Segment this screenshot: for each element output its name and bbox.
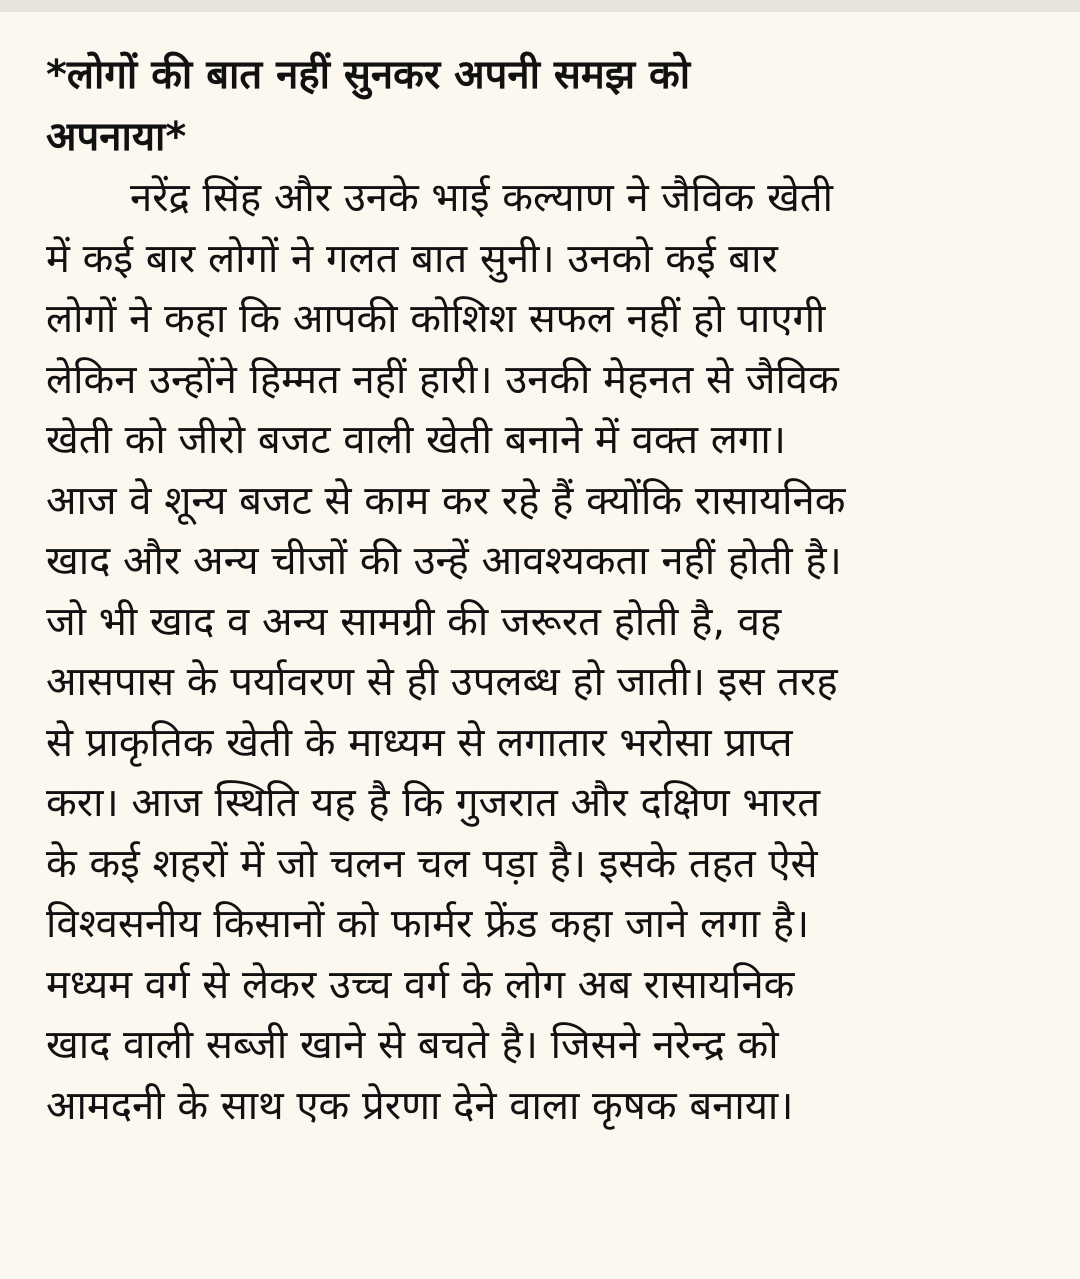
title-line: अपनाया* xyxy=(46,114,187,160)
article xyxy=(46,44,1046,1136)
body-line: नरेंद्र सिंह और उनके भाई कल्याण ने जैविक खेती xyxy=(130,175,833,221)
body-line: जो भी खाद व अन्य सामग्री की जरूरत होती है, वह xyxy=(46,598,782,645)
body-line: लेकिन उन्होंने हिम्मत नहीं हारी। उनकी मेहनत से जैविक xyxy=(46,356,839,403)
body-line: विश्वसनीय किसानों को फार्मर फ्रेंड कहा जाने लगा है। xyxy=(46,901,810,947)
article-title xyxy=(46,44,1046,168)
body-line: आमदनी के साथ एक प्रेरणा देने वाला कृषक बनाया। xyxy=(46,1082,794,1129)
body-line: के कई शहरों में जो चलन चल पड़ा है। इसके तहत ऐसे xyxy=(46,840,818,887)
body-line: खाद वाली सब्जी खाने से बचते है। जिसने नरेन्द्र को xyxy=(46,1022,779,1068)
body-line: आसपास के पर्यावरण से ही उपलब्ध हो जाती। इस तरह xyxy=(46,659,838,705)
title-line: *लोगों की बात नहीं सुनकर अपनी समझ को xyxy=(46,52,691,98)
article-body xyxy=(46,168,1046,1136)
top-edge-strip xyxy=(0,0,1080,12)
body-line: आज वे शून्य बजट से काम कर रहे हैं क्योंकि रासायनिक xyxy=(46,477,846,524)
body-line: खेती को जीरो बजट वाली खेती बनाने में वक्त लगा। xyxy=(46,417,786,463)
body-line: लोगों ने कहा कि आपकी कोशिश सफल नहीं हो पाएगी xyxy=(46,296,826,342)
body-line: खाद और अन्य चीजों की उन्हें आवश्यकता नहीं होती है। xyxy=(46,538,842,584)
body-line: मध्यम वर्ग से लेकर उच्च वर्ग के लोग अब रासायनिक xyxy=(46,961,795,1008)
body-line: करा। आज स्थिति यह है कि गुजरात और दक्षिण भारत xyxy=(46,780,821,826)
body-line: से प्राकृतिक खेती के माध्यम से लगातार भरोसा प्राप्त xyxy=(46,719,793,766)
body-line: में कई बार लोगों ने गलत बात सुनी। उनको कई बार xyxy=(46,235,778,282)
